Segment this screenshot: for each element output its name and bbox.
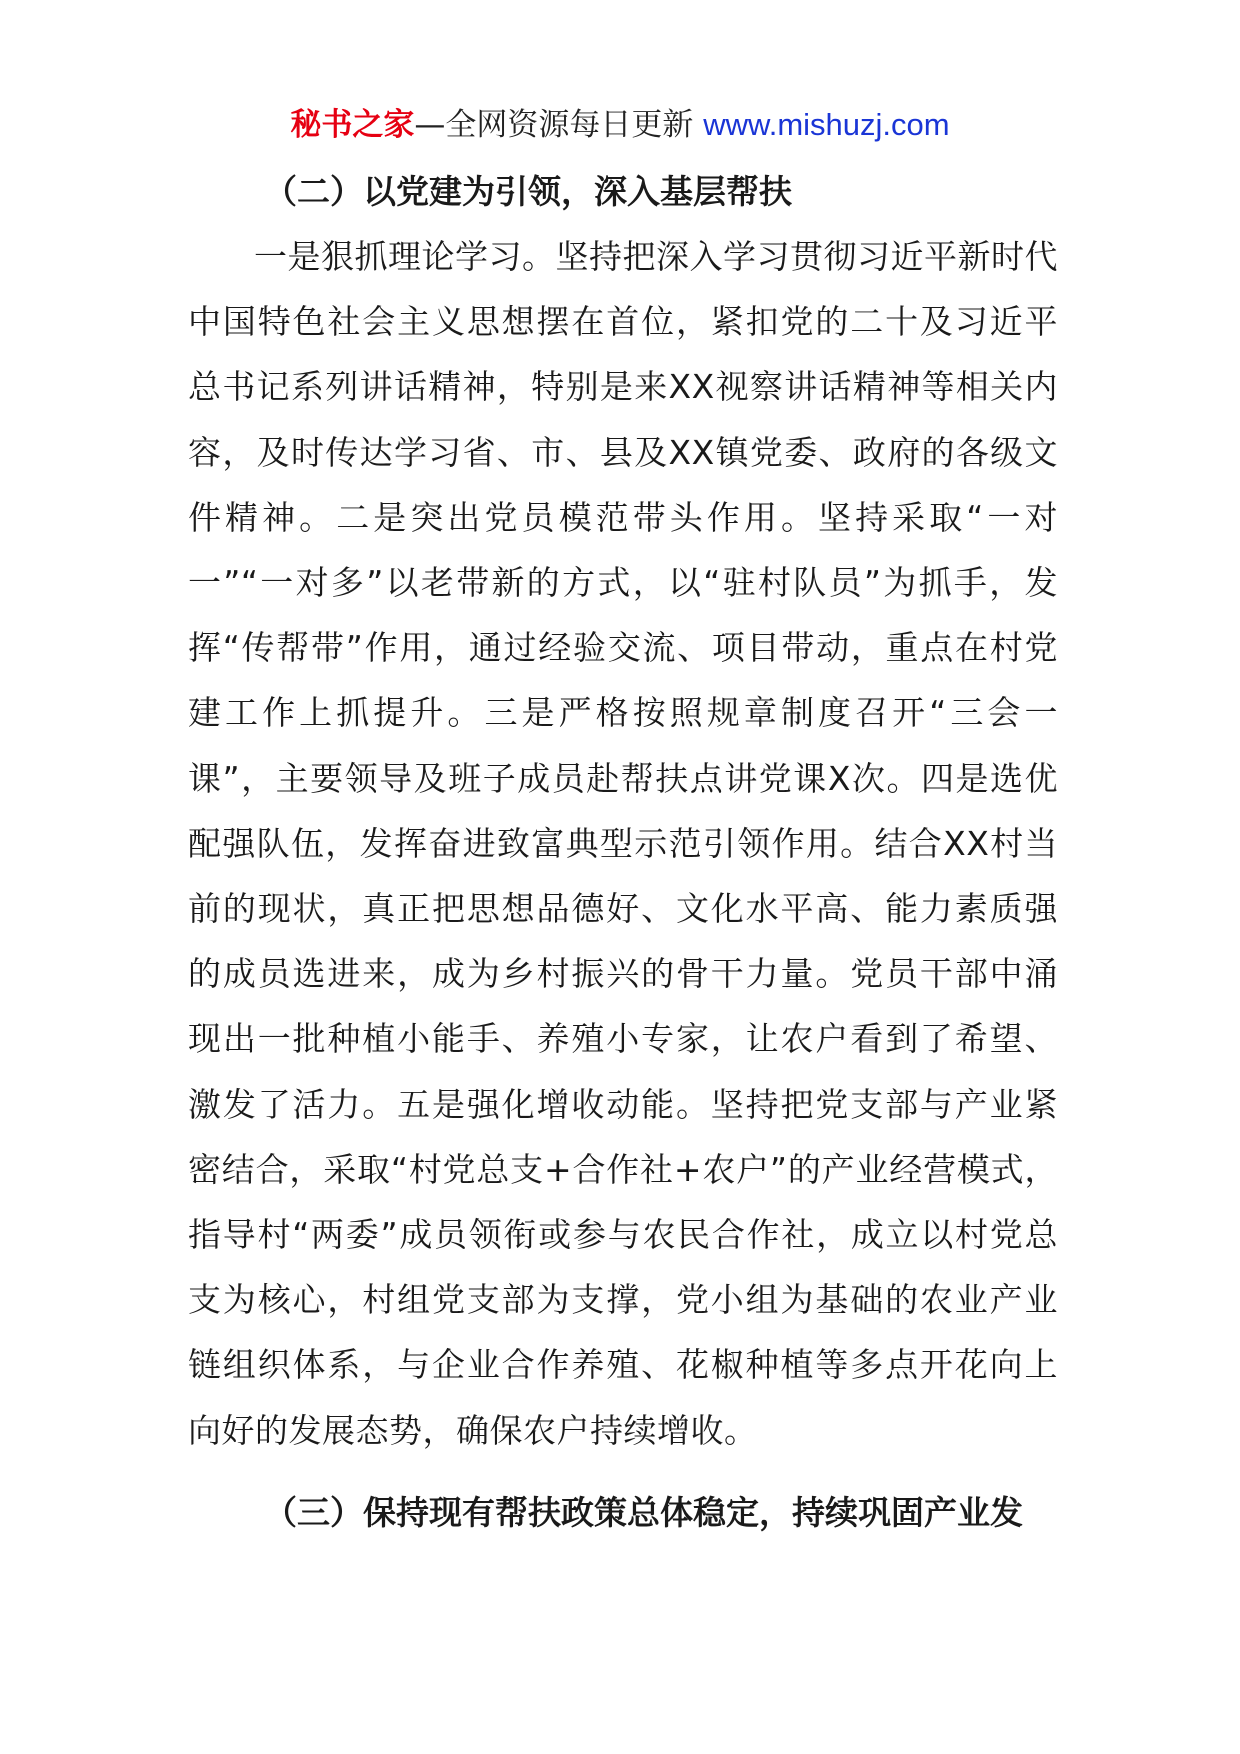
document-body [188, 160, 1058, 1545]
site-header [0, 103, 1240, 147]
site-tagline: —全网资源每日更新 [414, 107, 704, 143]
section-heading-2: （二）以党建为引领，深入基层帮扶 [264, 172, 792, 211]
section-heading-3: （三）保持现有帮扶政策总体稳定，持续巩固产业发 [264, 1492, 1023, 1532]
body-paragraph: 一是狠抓理论学习。坚持把深入学习贯彻习近平新时代中国特色社会主义思想摆在首位，紧扣党的二十及习近平总书记系列讲话精神，特别是来XX视察讲话精神等相关内容，及时传达学习省、市、县及XX镇党委、政府的各级文件精神。二是突出党员模范带头作用。坚持采取“一对一”“一对多”以老带新的方式，以“驻村队员”为抓手，发挥“传帮带”作用，通过经验交流、项目带动，重点在村党建工作上抓提升。三是严格按照规章制度召开“三会一课”，主要领导及班子成员赴帮扶点讲党课X次。四是选优配强队伍，发挥奋进致富典型示范引领作用。结合XX村当前的现状，真正把思想品德好、文化水平高、能力素质强的成员选进来，成为乡村振兴的骨干力量。党员干部中涌现出一批种植小能手、养殖小专家，让农户看到了希望、激发了活力。五是强化增收动能。坚持把党支部与产业紧密结合，采取“村党总支+合作社+农户”的产业经营模式，指导村“两委”成员领衔或参与农民合作社，成立以村党总支为核心，村组党支部为支撑，党小组为基础的农业产业链组织体系，与企业合作养殖、花椒种植等多点开花向上向好的发展态势，确保农户持续增收。 [188, 237, 1058, 1450]
site-brand: 秘书之家 [290, 107, 415, 143]
site-url-link[interactable]: www.mishuzj.com [703, 107, 950, 142]
